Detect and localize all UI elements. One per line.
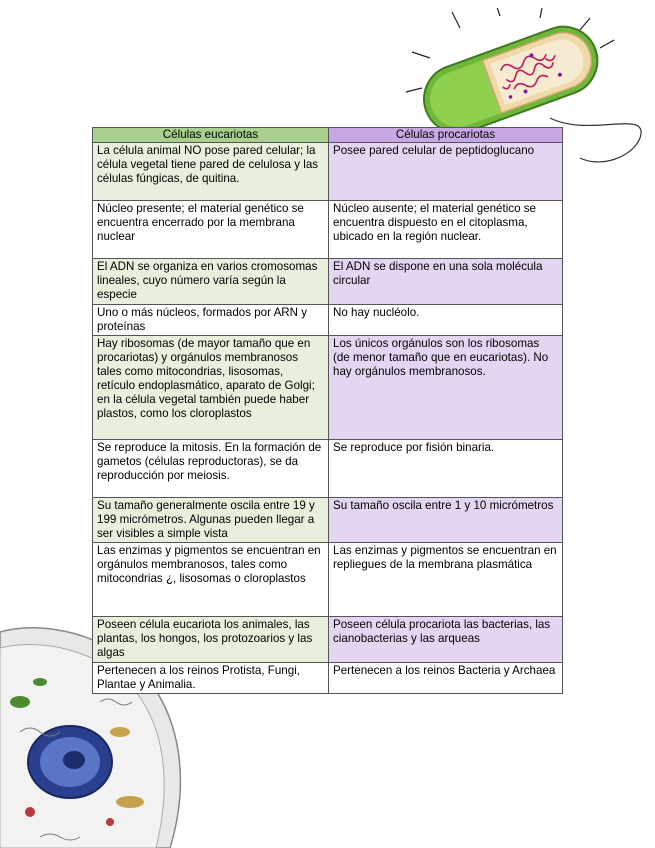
prokaryotic-cell: El ADN se dispone en una sola molécula circular <box>329 259 563 305</box>
table-row <box>93 663 563 694</box>
table-header-row <box>93 128 563 143</box>
table-row <box>93 201 563 259</box>
table-row <box>93 259 563 305</box>
prokaryotic-cell: Núcleo ausente; el material genético se encuentra dispuesto en el citoplasma, ubicado en la región nuclear. <box>329 201 563 259</box>
eukaryotic-cell: Se reproduce la mitosis. En la formación de gametos (células reproductoras), se da reproducción por meiosis. <box>93 440 329 498</box>
eukaryotic-cell: Pertenecen a los reinos Protista, Fungi, Plantae y Animalia. <box>93 663 329 694</box>
prokaryotic-cell: Los únicos orgánulos son los ribosomas (de menor tamaño que en eucariotas). No hay orgánulos membranosos. <box>329 336 563 440</box>
prokaryotic-cell: Pertenecen a los reinos Bacteria y Archaea <box>329 663 563 694</box>
cell-comparison-table <box>92 127 563 694</box>
prokaryotic-cell: Poseen célula procariota las bacterias, las cianobacterias y las arqueas <box>329 617 563 663</box>
eukaryotic-cell: Núcleo presente; el material genético se encuentra encerrado por la membrana nuclear <box>93 201 329 259</box>
eukaryotic-cell: Las enzimas y pigmentos se encuentran en orgánulos membranosos, tales como mitocondrias ¿, lisosomas o cloroplastos <box>93 543 329 617</box>
eukaryotic-cell: Su tamaño generalmente oscila entre 19 y 199 micrómetros. Algunas pueden llegar a ser visibles a simple vista <box>93 498 329 543</box>
prokaryotic-cell: Las enzimas y pigmentos se encuentran en repliegues de la membrana plasmática <box>329 543 563 617</box>
table-row <box>93 143 563 201</box>
table-row <box>93 305 563 336</box>
table-row <box>93 543 563 617</box>
table-row <box>93 440 563 498</box>
eukaryotic-cell: Poseen célula eucariota los animales, las plantas, los hongos, los protozoarios y las algas <box>93 617 329 663</box>
table-row <box>93 617 563 663</box>
prokaryotic-cell: Su tamaño oscila entre 1 y 10 micrómetros <box>329 498 563 543</box>
prokaryotic-cell: Se reproduce por fisión binaria. <box>329 440 563 498</box>
eukaryotic-cell: Hay ribosomas (de mayor tamaño que en procariotas) y orgánulos membranosos tales como mitocondrias, lisosomas, retículo endoplasmático, aparato de Golgi; en la célula vegetal también puede haber plastos, como los cloroplastos <box>93 336 329 440</box>
table-row <box>93 336 563 440</box>
header-eukaryotic: Células eucariotas <box>93 128 329 143</box>
prokaryotic-cell: No hay nucléolo. <box>329 305 563 336</box>
header-prokaryotic: Células procariotas <box>329 128 563 143</box>
prokaryotic-cell: Posee pared celular de peptidoglucano <box>329 143 563 201</box>
table-row <box>93 498 563 543</box>
eukaryotic-cell: La célula animal NO pose pared celular; la célula vegetal tiene pared de celulosa y las células fúngicas, de quitina. <box>93 143 329 201</box>
eukaryotic-cell: El ADN se organiza en varios cromosomas lineales, cuyo número varía según la especie <box>93 259 329 305</box>
eukaryotic-cell: Uno o más núcleos, formados por ARN y proteínas <box>93 305 329 336</box>
